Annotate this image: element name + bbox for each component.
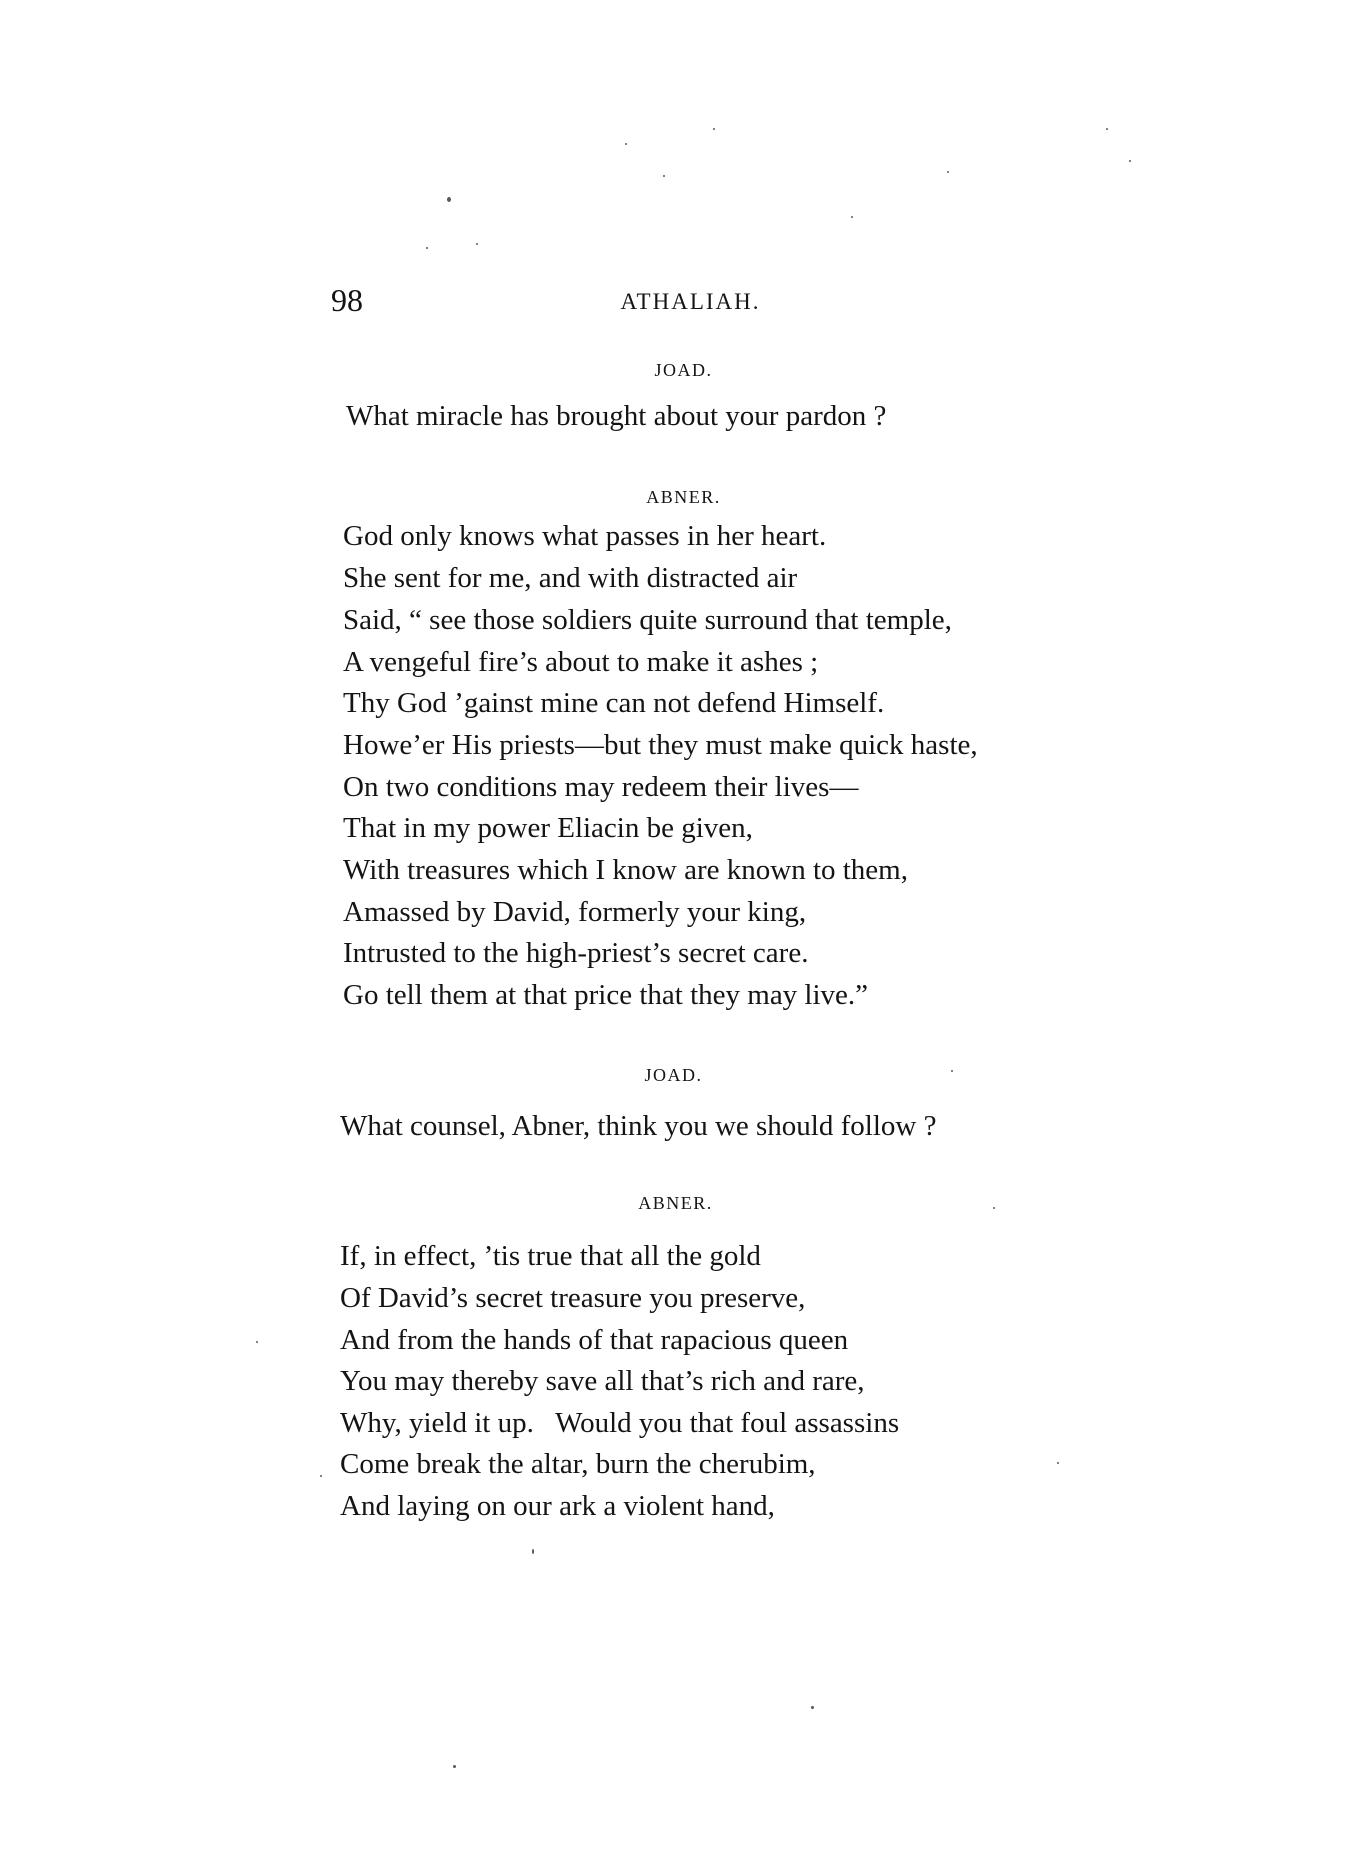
verse-line: If, in effect, ’tis true that all the gold bbox=[340, 1240, 761, 1272]
verse-line: Go tell them at that price that they may live.” bbox=[343, 979, 869, 1011]
scan-speck bbox=[851, 216, 853, 218]
speaker-name: ABNER. bbox=[646, 487, 721, 507]
verse-line: And laying on our ark a violent hand, bbox=[340, 1490, 775, 1522]
verse-line: Thy God ’gainst mine can not defend Himself. bbox=[343, 687, 885, 719]
verse-line: Intrusted to the high-priest’s secret care. bbox=[343, 937, 809, 969]
scan-speck bbox=[453, 1765, 456, 1768]
page-number: 98 bbox=[331, 282, 363, 318]
scan-speck bbox=[256, 1341, 258, 1343]
scan-speck bbox=[663, 175, 665, 177]
verse-line: What counsel, Abner, think you we should follow ? bbox=[340, 1110, 937, 1142]
scan-speck bbox=[713, 128, 715, 130]
verse-line: That in my power Eliacin be given, bbox=[343, 812, 753, 844]
scan-speck bbox=[532, 1549, 534, 1554]
verse-line: And from the hands of that rapacious queen bbox=[340, 1324, 849, 1356]
running-head: ATHALIAH. bbox=[620, 289, 761, 314]
verse-line: God only knows what passes in her heart. bbox=[343, 520, 827, 552]
scan-speck bbox=[447, 197, 451, 202]
verse-line: Of David’s secret treasure you preserve, bbox=[340, 1282, 806, 1314]
verse-line: Howe’er His priests—but they must make quick haste, bbox=[343, 729, 978, 761]
speaker-name: JOAD. bbox=[644, 1065, 703, 1085]
scan-speck bbox=[947, 171, 949, 173]
speaker-name: JOAD. bbox=[654, 360, 713, 380]
scan-speck bbox=[1106, 128, 1108, 130]
scan-speck bbox=[476, 243, 478, 245]
scan-speck bbox=[625, 143, 627, 145]
verse-line: Why, yield it up. Would you that foul assassins bbox=[340, 1407, 900, 1439]
verse-line: What miracle has brought about your pardon ? bbox=[346, 400, 887, 432]
verse-line: Come break the altar, burn the cherubim, bbox=[340, 1448, 816, 1480]
verse-line: You may thereby save all that’s rich and rare, bbox=[340, 1365, 865, 1397]
scan-speck bbox=[1057, 1462, 1059, 1464]
speaker-name: ABNER. bbox=[638, 1193, 713, 1213]
scan-speck bbox=[1129, 160, 1131, 162]
verse-line: On two conditions may redeem their lives— bbox=[343, 771, 859, 803]
verse-line: She sent for me, and with distracted air bbox=[343, 562, 798, 594]
verse-line: Said, “ see those soldiers quite surround that temple, bbox=[343, 604, 952, 636]
scan-speck bbox=[426, 247, 428, 249]
verse-line: With treasures which I know are known to them, bbox=[343, 854, 908, 886]
scan-speck bbox=[320, 1475, 322, 1477]
scan-speck bbox=[811, 1706, 814, 1709]
verse-line: Amassed by David, formerly your king, bbox=[343, 896, 807, 928]
verse-line: A vengeful fire’s about to make it ashes ; bbox=[343, 646, 819, 678]
